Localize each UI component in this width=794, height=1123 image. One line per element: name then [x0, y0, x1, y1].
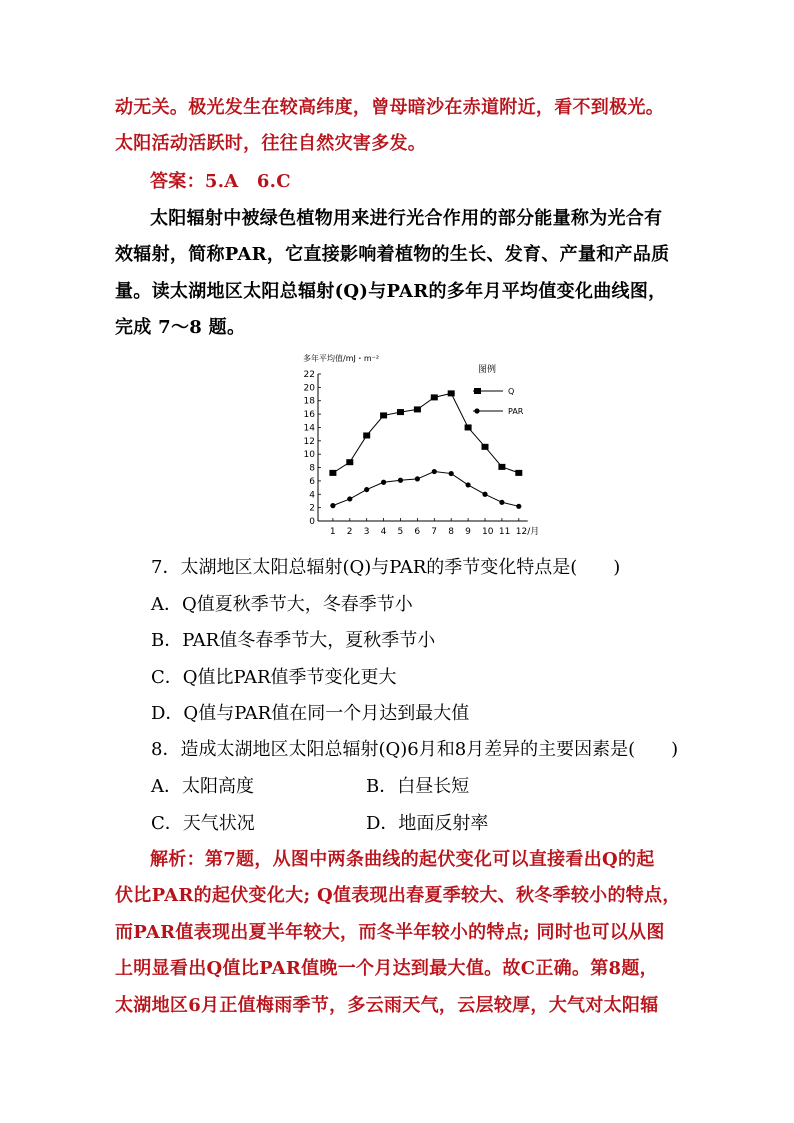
answer-continuation-line-2: 太阳活动活跃时，往往自然灾害多发。	[115, 133, 427, 154]
par-point	[466, 482, 471, 487]
chart-x-tick-label: 12/月	[515, 527, 540, 537]
chart-x-tick-label: 8	[448, 527, 454, 537]
q8-option-c: C．天气状况	[151, 813, 255, 834]
q7-option-b: B．PAR值冬春季节大，夏秋季节小	[151, 630, 436, 651]
q7-option-d: D．Q值与PAR值在同一个月达到最大值	[151, 703, 470, 724]
passage-line-4: 完成 7～8 题。	[115, 317, 246, 338]
chart-y-tick-label: 2	[309, 503, 315, 514]
q7-option-c: C．Q值比PAR值季节变化更大	[151, 667, 397, 688]
chart-y-tick-label: 4	[309, 490, 315, 501]
chart-x-tick-label: 2	[346, 527, 353, 537]
q8-option-b: B．白昼长短	[366, 776, 470, 797]
analysis-line-5: 太湖地区6月正值梅雨季节，多云雨天气，云层较厚，大气对太阳辐	[115, 995, 659, 1016]
answer-line	[150, 170, 291, 194]
analysis-text-1: 第7题，从图中两条曲线的起伏变化可以直接看出Q的起	[204, 849, 655, 870]
series-line-q	[333, 393, 519, 473]
chart-x-tick-label: 3	[363, 527, 370, 537]
q7-option-a: A．Q值夏秋季节大，冬春季节小	[151, 594, 413, 615]
legend-marker-circle	[474, 408, 479, 413]
chart-y-tick-label: 22	[303, 370, 315, 380]
radiation-chart-svg	[290, 350, 550, 540]
q-point	[414, 406, 421, 412]
par-point	[449, 471, 454, 476]
chart-y-tick-label: 18	[303, 396, 315, 407]
answer-value: 5.A 6.C	[204, 171, 291, 192]
passage-line-1: 太阳辐射中被绿色植物用来进行光合作用的部分能量称为光合有	[150, 208, 663, 229]
par-point	[499, 500, 504, 505]
par-point	[432, 469, 437, 474]
chart-y-tick-label: 0	[309, 517, 315, 527]
q-point	[448, 390, 455, 396]
chart-x-tick-label: 1	[329, 527, 336, 537]
analysis-line-2: 伏比PAR的起伏变化大; Q值表现出春夏季较大、秋冬季较小的特点，	[115, 885, 681, 906]
q-point	[363, 432, 370, 438]
par-point	[347, 496, 352, 501]
q-point	[346, 459, 353, 465]
q-point	[329, 470, 336, 476]
par-point	[330, 503, 335, 508]
chart-y-tick-label: 10	[303, 450, 315, 461]
par-point	[415, 476, 420, 481]
analysis-line-1	[150, 848, 655, 872]
question-8-stem: 8．造成太湖地区太阳总辐射(Q)6月和8月差异的主要因素是( )	[151, 739, 679, 760]
radiation-chart	[290, 350, 550, 540]
chart-x-tick-label: 7	[431, 527, 438, 537]
chart-y-tick-label: 12	[303, 436, 315, 447]
q-point	[397, 409, 404, 415]
analysis-label: 解析：	[150, 849, 205, 870]
chart-y-axis-label: 多年平均值/mJ・m⁻²	[303, 354, 380, 363]
chart-x-tick-label: 5	[397, 527, 404, 537]
chart-y-tick-label: 20	[303, 383, 315, 394]
answer-continuation-line-1: 动无关。极光发生在较高纬度，曾母暗沙在赤道附近，看不到极光。	[115, 97, 664, 118]
passage-line-2: 效辐射，简称PAR，它直接影响着植物的生长、发育、产量和产品质	[115, 244, 670, 265]
q8-option-a: A．太阳高度	[151, 776, 254, 797]
analysis-line-3: 而PAR值表现出夏半年较大，而冬半年较小的特点; 同时也可以从图	[115, 922, 665, 943]
chart-x-tick-label: 9	[465, 527, 471, 537]
q-point	[515, 470, 522, 476]
par-point	[398, 478, 403, 483]
chart-y-tick-label: 14	[303, 423, 315, 434]
par-point	[516, 504, 521, 509]
par-point	[482, 492, 487, 497]
q-point	[431, 394, 438, 400]
chart-x-tick-label: 11	[498, 527, 511, 537]
chart-x-tick-label: 6	[414, 527, 421, 537]
chart-y-tick-label: 8	[309, 463, 315, 474]
q-point	[482, 444, 489, 450]
series-line-par	[333, 472, 519, 507]
chart-x-tick-label: 4	[380, 527, 387, 537]
chart-x-tick-label: 10	[482, 527, 494, 537]
q8-option-d: D．地面反射率	[366, 813, 489, 834]
chart-y-tick-label: 16	[303, 410, 315, 421]
legend-title: 图例	[478, 365, 497, 375]
par-point	[381, 480, 386, 485]
par-point	[364, 487, 369, 492]
chart-y-tick-label: 6	[309, 476, 315, 487]
answer-label: 答案：	[150, 171, 205, 192]
q-point	[380, 412, 387, 418]
passage-line-3: 量。读太湖地区太阳总辐射(Q)与PAR的多年月平均值变化曲线图，	[115, 281, 667, 302]
question-7-stem: 7．太湖地区太阳总辐射(Q)与PAR的季节变化特点是( )	[151, 557, 621, 578]
legend-label-par: PAR	[508, 407, 524, 416]
q-point	[465, 424, 472, 430]
legend-label-q: Q	[508, 387, 515, 396]
q-point	[498, 464, 505, 470]
legend-marker-square	[474, 388, 481, 394]
analysis-line-4: 上明显看出Q值比PAR值晚一个月达到最大值。故C正确。第8题，	[115, 958, 658, 979]
